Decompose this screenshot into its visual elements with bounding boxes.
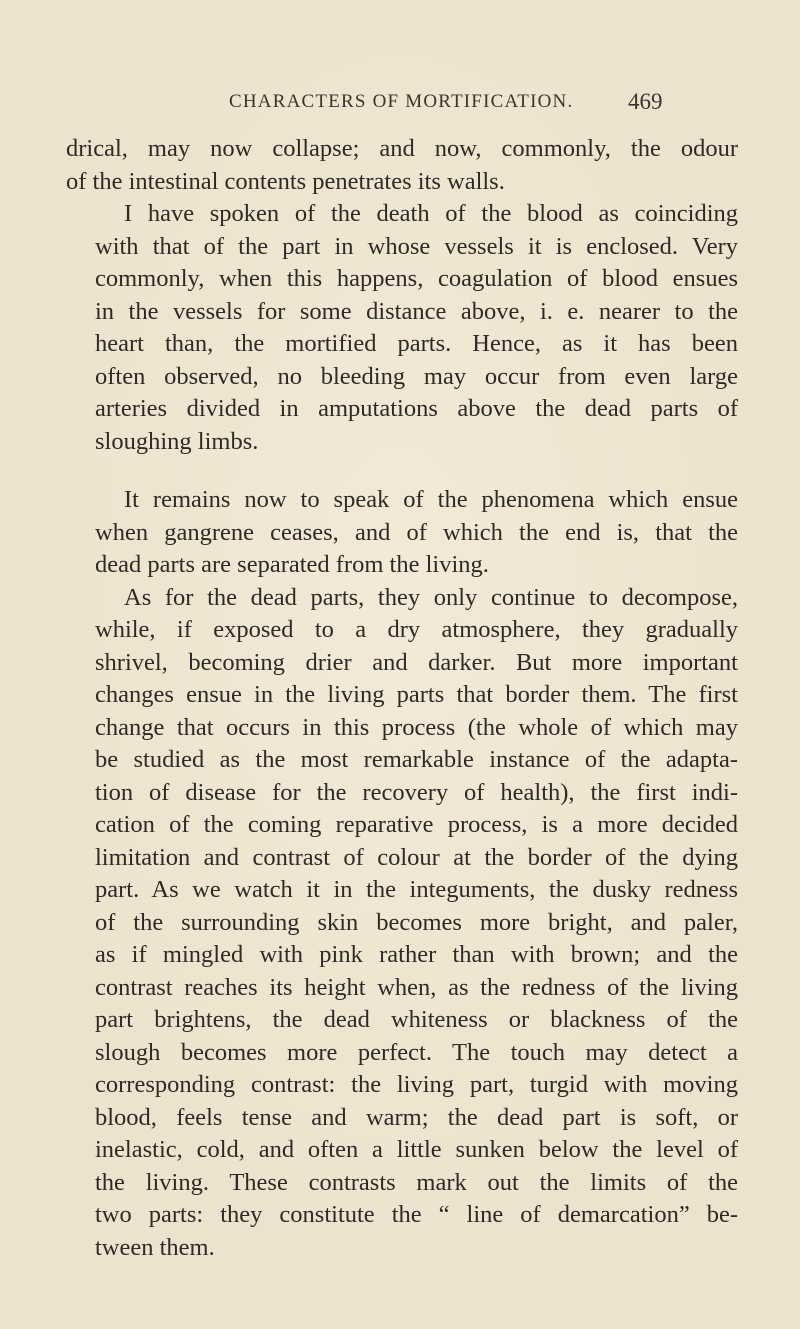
text-line: tween them. — [95, 1233, 215, 1261]
text-line: while, if exposed to a dry atmosphere, they gradually — [95, 616, 738, 643]
text-line: in the vessels for some distance above, i. e. nearer to the — [95, 297, 738, 325]
running-title: CHARACTERS OF MORTIFICATION. — [229, 91, 574, 112]
text-line: shrivel, becoming drier and darker. But more important — [95, 648, 738, 676]
paragraph-blood-death — [66, 198, 738, 458]
text-line: often observed, no bleeding may occur from even large — [95, 362, 738, 390]
text-line: corresponding contrast: the living part, turgid with moving — [95, 1071, 738, 1098]
text-line: with that of the part in whose vessels it is enclosed. Very — [95, 232, 738, 260]
text-line: It remains now to speak of the phenomena which ensue — [124, 486, 738, 513]
text-line: arteries divided in amputations above the dead parts of — [95, 395, 738, 422]
text-line: part brightens, the dead whiteness or blackness of the — [95, 1006, 738, 1033]
text-line: blood, feels tense and warm; the dead part is soft, or — [95, 1103, 738, 1131]
text-line: two parts: they constitute the “ line of demarcation” be- — [95, 1201, 738, 1228]
running-head — [0, 84, 800, 120]
text-line: limitation and contrast of colour at the border of the dying — [95, 843, 738, 871]
paragraph-continuation — [66, 133, 738, 198]
text-line: As for the dead parts, they only continue to decompose, — [124, 583, 738, 611]
text-line: when gangrene ceases, and of which the end is, that the — [95, 518, 738, 546]
text-line: change that occurs in this process (the whole of which may — [95, 713, 738, 741]
text-line: heart than, the mortified parts. Hence, as it has been — [95, 330, 738, 357]
text-line: inelastic, cold, and often a little sunken below the level of — [95, 1136, 738, 1163]
text-line: slough becomes more perfect. The touch may detect a — [95, 1038, 738, 1066]
paragraph-gangrene-ceases — [66, 484, 738, 582]
paragraph-demarcation — [66, 582, 738, 1265]
text-line: tion of disease for the recovery of health), the first indi- — [95, 778, 738, 806]
text-line: I have spoken of the death of the blood as coinciding — [124, 200, 738, 227]
text-line: part. As we watch it in the integuments, the dusky redness — [95, 876, 738, 903]
text-line: of the intestinal contents penetrates its walls. — [66, 167, 505, 195]
text-line: dead parts are separated from the living. — [95, 551, 489, 578]
text-line: cation of the coming reparative process, is a more decided — [95, 811, 738, 838]
text-line: contrast reaches its height when, as the redness of the living — [95, 973, 738, 1001]
text-line: as if mingled with pink rather than with brown; and the — [95, 941, 738, 968]
text-line: the living. These contrasts mark out the limits of the — [95, 1168, 738, 1196]
page-number: 469 — [628, 89, 663, 114]
body-text — [66, 133, 738, 1264]
text-line: be studied as the most remarkable instance of the adapta- — [95, 746, 738, 773]
text-line: of the surrounding skin becomes more bright, and paler, — [95, 908, 738, 936]
text-line: commonly, when this happens, coagulation of blood ensues — [95, 265, 738, 292]
text-line: changes ensue in the living parts that border them. The first — [95, 681, 738, 708]
text-line: sloughing limbs. — [95, 427, 259, 455]
text-line: drical, may now collapse; and now, commonly, the odour — [66, 135, 738, 162]
